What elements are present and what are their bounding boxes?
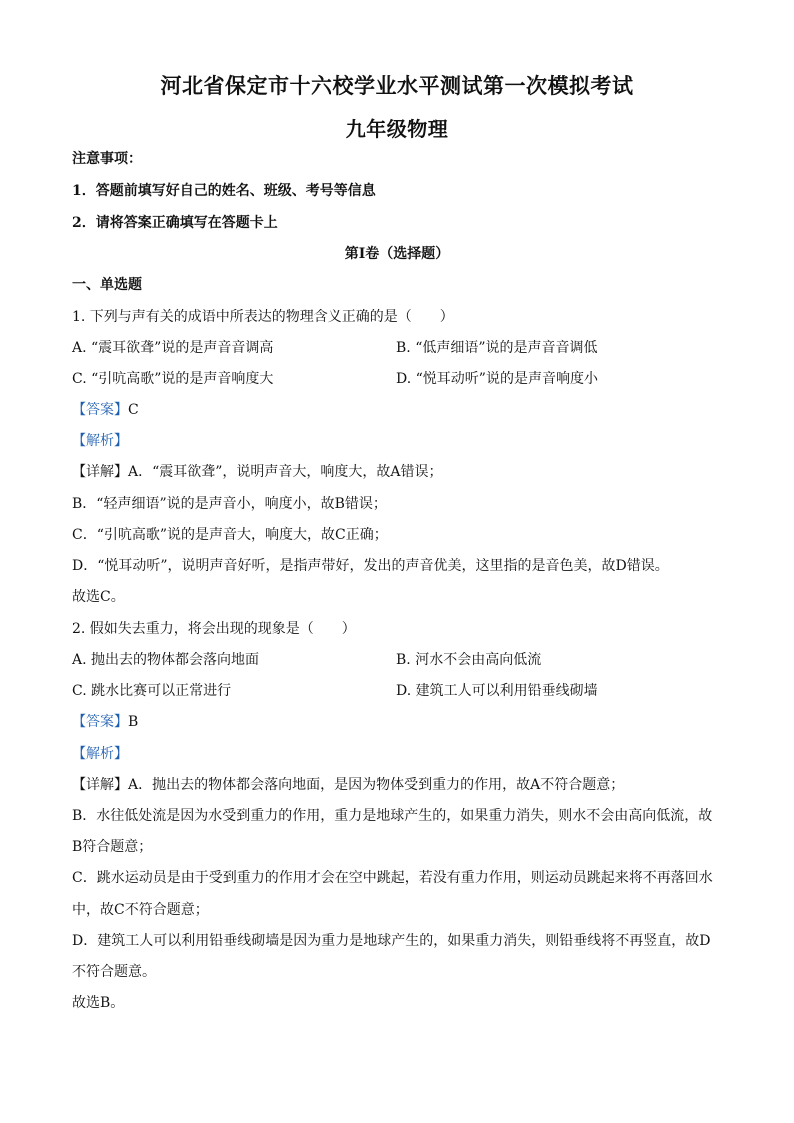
q1-detail-4: D．“悦耳动听”，说明声音好听，是指声带好，发出的声音优美，这里指的是音色美，故D错误。	[72, 558, 669, 574]
q2-option-c: C. 跳水比赛可以正常进行	[72, 683, 232, 699]
q1-option-a: A. “震耳欲聋”说的是声音音调高	[72, 340, 274, 356]
q2-analysis-label: 【解析】	[72, 746, 128, 762]
q2-option-b: B. 河水不会由高向低流	[396, 652, 542, 668]
q1-answer-line	[72, 401, 139, 419]
q2-option-d: D. 建筑工人可以利用铅垂线砌墙	[396, 683, 598, 699]
volume-heading: 第I卷（选择题）	[344, 246, 450, 262]
q1-option-b: B. “低声细语”说的是声音音调低	[396, 340, 598, 356]
q2-detail-3b: 中，故C不符合题意；	[72, 902, 209, 918]
q1-detail-3: C．“引吭高歌”说的是声音大，响度大，故C正确；	[72, 527, 388, 543]
q2-detail-2b: B符合题意；	[72, 839, 153, 855]
q2-detail-4a: D．建筑工人可以利用铅垂线砌墙是因为重力是地球产生的，如果重力消失，则铅垂线将不再竖直，故D	[72, 933, 711, 949]
q2-answer-value: B	[128, 714, 139, 730]
q1-option-d: D. “悦耳动听”说的是声音响度小	[396, 371, 598, 387]
q2-detail-4b: 不符合题意。	[72, 964, 156, 980]
q2-detail-3a: C．跳水运动员是由于受到重力的作用才会在空中跳起，若没有重力作用，则运动员跳起来将不再落回水	[72, 870, 713, 886]
q2-detail-2a: B．水往低处流是因为水受到重力的作用，重力是地球产生的，如果重力消失，则水不会由高向低流，故	[72, 808, 713, 824]
notes-item-2: 2．请将答案正确填写在答题卡上	[72, 215, 278, 231]
notes-heading: 注意事项：	[72, 151, 142, 167]
q2-option-a: A. 抛出去的物体都会落向地面	[72, 652, 260, 668]
q2-conclusion: 故选B。	[72, 995, 125, 1011]
q2-detail-1: 【详解】A．抛出去的物体都会落向地面，是因为物体受到重力的作用，故A不符合题意；	[72, 777, 625, 793]
exam-subtitle: 九年级物理	[345, 117, 449, 141]
section-heading: 一、单选题	[72, 277, 142, 293]
exam-title: 河北省保定市十六校学业水平测试第一次模拟考试	[160, 73, 634, 98]
q2-answer-line	[72, 713, 138, 731]
q1-detail-2: B．“轻声细语”说的是声音小，响度小，故B错误；	[72, 496, 387, 512]
q1-detail-1: 【详解】A．“震耳欲聋”，说明声音大，响度大，故A错误；	[72, 464, 443, 480]
q1-answer-value: C	[128, 402, 139, 418]
q2-answer-label: 【答案】	[72, 714, 128, 730]
q1-conclusion: 故选C。	[72, 589, 125, 605]
notes-item-1: 1．答题前填写好自己的姓名、班级、考号等信息	[72, 183, 376, 199]
q1-stem: 1. 下列与声有关的成语中所表达的物理含义正确的是（ ）	[72, 309, 454, 325]
q1-answer-label: 【答案】	[72, 402, 128, 418]
q1-analysis-label: 【解析】	[72, 433, 128, 449]
q2-stem: 2. 假如失去重力，将会出现的现象是（ ）	[72, 621, 356, 637]
q1-option-c: C. “引吭高歌”说的是声音响度大	[72, 371, 274, 387]
